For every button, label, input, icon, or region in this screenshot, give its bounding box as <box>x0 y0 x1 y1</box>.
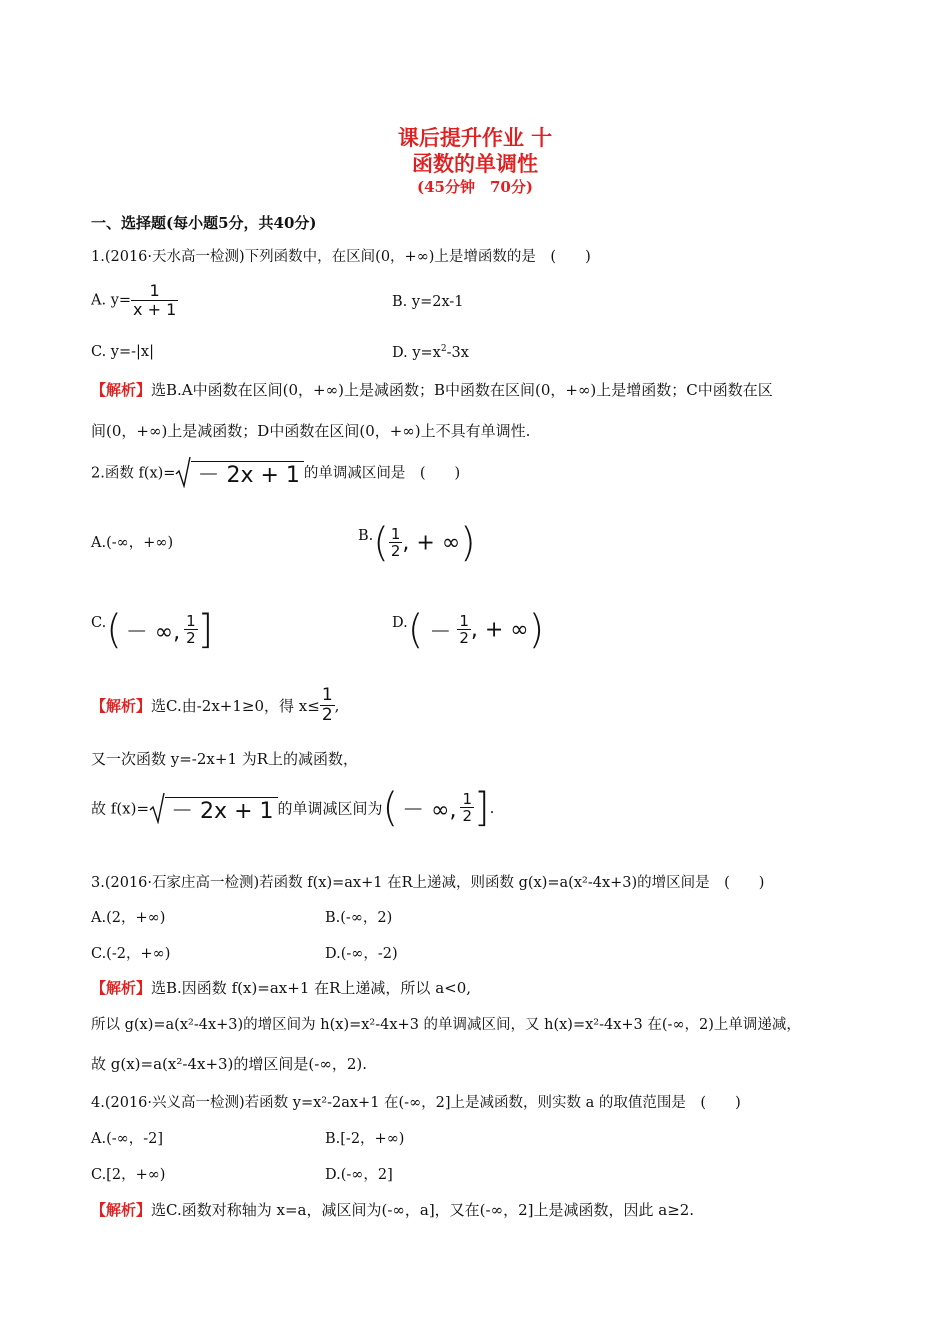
q2-radical: － 2x + 1 <box>175 456 303 488</box>
q3-analysis-line2: 所以 g(x)=a(x²-4x+3)的增区间为 h(x)=x²-4x+3 的单调减区间，又 h(x)=x²-4x+3 在(-∞，2)上单调递减， <box>91 1017 801 1033</box>
q1-analysis-line1: 【解析】选B.A中函数在区间(0，+∞)上是减函数；B中函数在区间(0，+∞)上是增函数；C中函数在区 <box>91 381 773 399</box>
q3-option-b: B.(-∞，2) <box>325 910 393 926</box>
q4-option-b: B.[-2，+∞) <box>325 1131 405 1147</box>
section-heading: 一、选择题(每小题5分，共40分) <box>91 214 317 232</box>
q3-stem: 3.(2016·石家庄高一检测)若函数 f(x)=ax+1 在R上递减，则函数 g(x)=a(x²-4x+3)的增区间是 ( ) <box>91 875 765 891</box>
q4-analysis-line1: 【解析】选C.函数对称轴为 x=a，减区间为(-∞，a]，又在(-∞，2]上是减函数，因此 a≥2. <box>91 1201 695 1219</box>
q2-option-b: B.( $\frac{1}{2}$ , + ∞) <box>358 520 476 566</box>
q1-option-a: A. y= $\frac{1}{x + 1}$ <box>91 281 177 319</box>
q1-stem: 1.(2016·天水高一检测)下列函数中，在区间(0，+∞)上是增函数的是 ( ) <box>91 249 591 265</box>
analysis-tag: 【解析】 <box>91 381 152 399</box>
q1-analysis-line2: 间(0，+∞)上是减函数；D中函数在区间(0，+∞)上不具有单调性. <box>91 422 531 440</box>
q3-analysis-line3: 故 g(x)=a(x²-4x+3)的增区间是(-∞，2). <box>91 1055 367 1073</box>
q1-option-c: C. y=-|x| <box>91 344 154 360</box>
time-score: (45分钟 70分) <box>417 178 533 196</box>
q2-option-d: D.( － $\frac{1}{2}$ , + ∞) <box>392 607 545 653</box>
q4-option-d: D.(-∞，2] <box>325 1167 393 1183</box>
q3-analysis-line1: 【解析】选B.因函数 f(x)=ax+1 在R上递减，所以 a<0, <box>91 979 472 997</box>
q2-option-c: C.( － ∞, $\frac{1}{2}$ ] <box>91 607 214 653</box>
q4-option-a: A.(-∞，-2] <box>91 1131 163 1147</box>
page-title: 课后提升作业 十 <box>397 125 553 150</box>
q4-option-c: C.[2，+∞) <box>91 1167 166 1183</box>
q3-option-a: A.(2，+∞) <box>91 910 166 926</box>
q3-option-c: C.(-2，+∞) <box>91 946 171 962</box>
q4-stem: 4.(2016·兴义高一检测)若函数 y=x²-2ax+1 在(-∞，2]上是减函数，则实数 a 的取值范围是 ( ) <box>91 1095 741 1111</box>
page-subtitle: 函数的单调性 <box>412 151 538 176</box>
q3-option-d: D.(-∞，-2) <box>325 946 398 962</box>
q1-option-d: D. $y=x^2-3x$ <box>392 344 469 361</box>
q2-analysis-line2: 又一次函数 y=-2x+1 为R上的减函数， <box>91 750 359 768</box>
q2-stem: 2.函数 f(x)= － 2x + 1 的单调减区间是 ( ) <box>91 456 460 488</box>
q2-analysis-line3: 故 f(x)= － 2x + 1 的单调减区间为( － ∞, $\frac{1}{2}$ ]. <box>91 785 495 831</box>
q2-option-a: A.(-∞，+∞) <box>91 535 174 551</box>
q2-analysis-line1: 【解析】选C.由-2x+1≥0，得 x≤ $\frac{1}{2}$ , <box>91 685 340 725</box>
q1-option-b: B. y=2x-1 <box>392 294 464 310</box>
q1-a-fraction: $\frac{1}{x + 1}$ <box>133 281 177 319</box>
q2-analysis-radical: － 2x + 1 <box>149 792 277 824</box>
